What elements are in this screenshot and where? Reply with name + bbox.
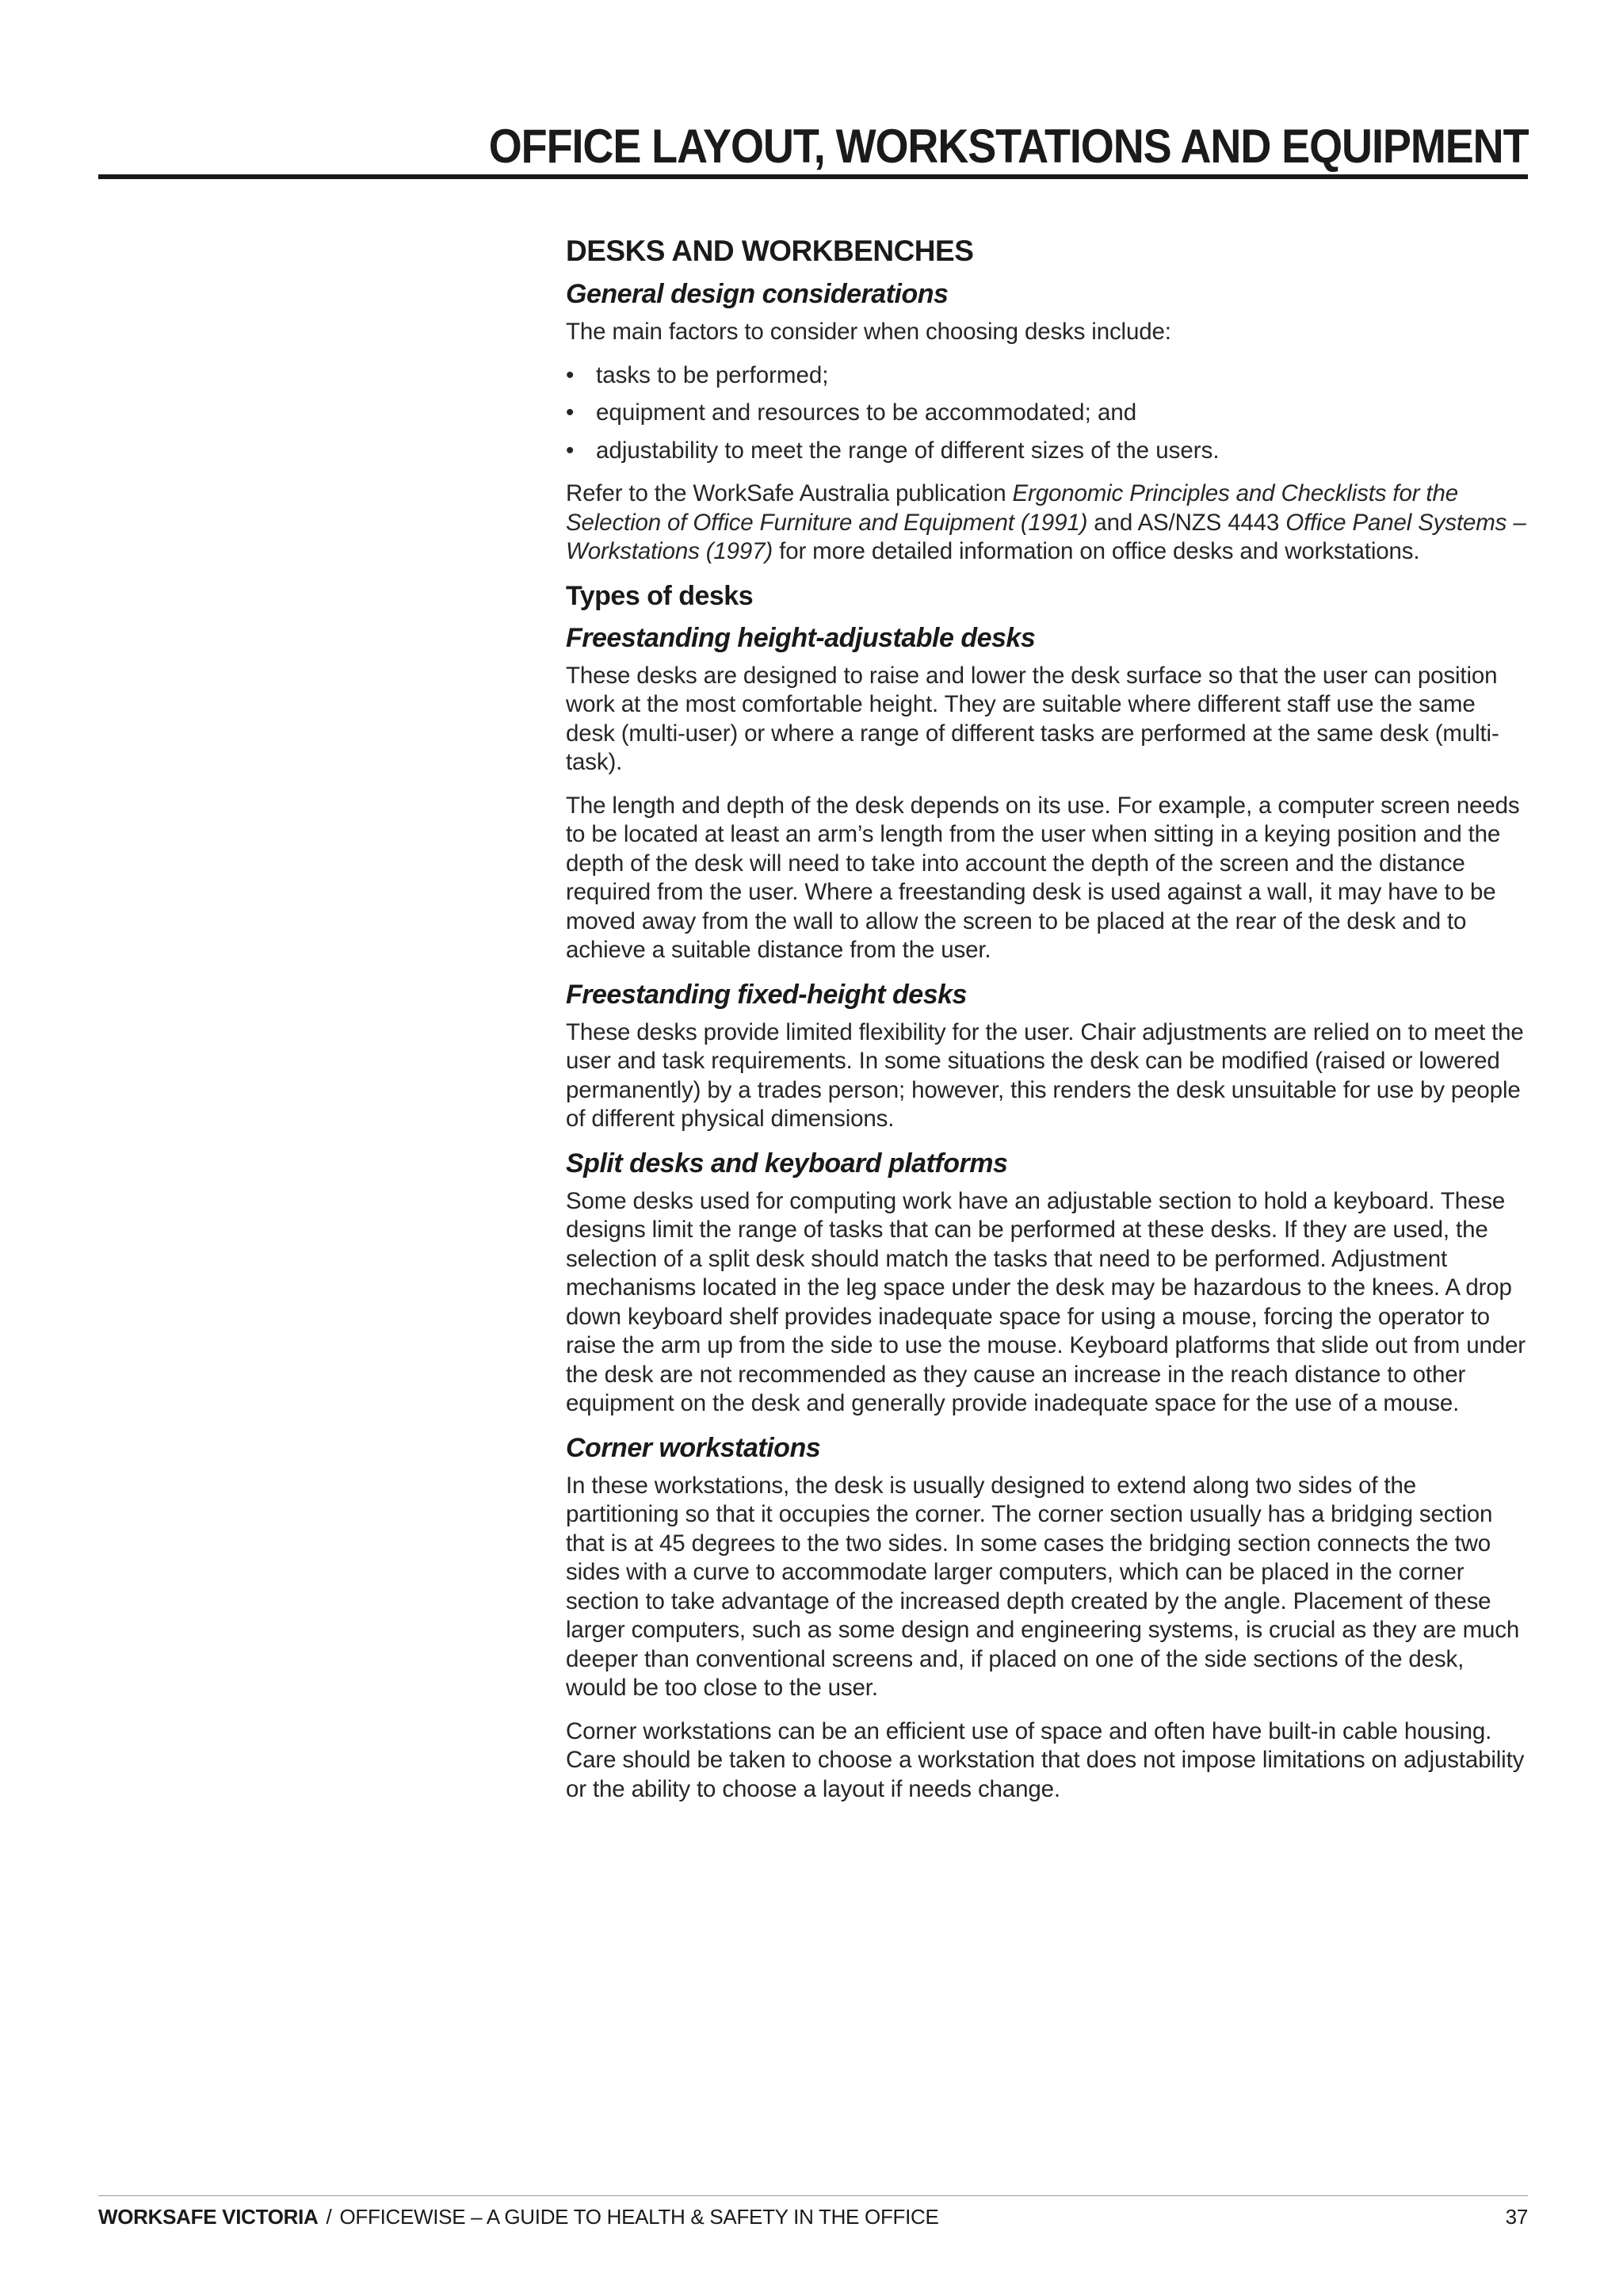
standard-title: Office Panel Systems – Workstations (1997)	[566, 509, 1526, 564]
subheading-fixed-height: Freestanding fixed-height desks	[566, 979, 967, 1010]
subheading-height-adjustable: Freestanding height-adjustable desks	[566, 622, 1036, 653]
section-heading: DESKS AND WORKBENCHES	[566, 235, 974, 267]
corner-paragraph-2: Corner workstations can be an efficient use of space and often have built-in cable housing. Care should be taken to choose a workstation that does not impose limitations on adjustability or the ability to choose a layout if needs change.	[566, 1717, 1525, 1802]
subheading-types-of-desks: Types of desks	[566, 580, 754, 611]
height-adjustable-paragraph-1: These desks are designed to raise and lower the desk surface so that the user can position work at the most comfortable height. They are suitable where different staff use the same desk (multi-user) or where a range of different tasks are performed at the same desk (multi-task).	[566, 662, 1499, 775]
reference-text: for more detailed information on office desks and workstations.	[773, 538, 1420, 564]
split-desks-paragraph: Some desks used for computing work have an adjustable section to hold a keyboard. These designs limit the range of tasks that can be performed at these desks. If they are used, the selection of a split desk should match the tasks that need to be performed. Adjustment mechanisms located in the leg space under the desk may be hazardous to the knees. A drop down keyboard shelf provides inadequate space for using a mouse, forcing the operator to raise the arm up from the side to use the mouse. Keyboard platforms that slide out from under the desk are not recommended as they cause an increase in the reach distance to other equipment on the desk and generally provide inadequate space for the use of a mouse.	[566, 1187, 1526, 1416]
general-intro-paragraph: The main factors to consider when choosing desks include:	[566, 319, 1171, 345]
height-adjustable-paragraph-2: The length and depth of the desk depends on its use. For example, a computer screen needs to be located at least an arm’s length from the user when sitting in a keying position and the depth of the desk will need to take into account the depth of the screen and the distance required from the user. Where a freestanding desk is used against a wall, it may have to be moved away from the wall to allow the screen to be placed at the rear of the desk and to achieve a suitable distance from the user.	[566, 792, 1520, 963]
publication-title: Ergonomic Principles and Checklists for the Selection of Office Furniture and Equipment (1991)	[566, 480, 1458, 536]
corner-paragraph-1: In these workstations, the desk is usually designed to extend along two sides of the partitioning so that it occupies the corner. The corner section usually has a bridging section that is at 45 degrees to the two sides. In some cases the bridging section connects the two sides with a curve to accommodate larger computers, which can be placed in the corner section to take advantage of the increased depth created by the angle. Placement of these larger computers, such as some design and engineering systems, is crucial as they are much deeper than conventional screens and, if placed on one of the side sections of the desk, would be too close to the user.	[566, 1472, 1520, 1701]
reference-paragraph	[566, 479, 1529, 567]
main-content	[566, 235, 1529, 1818]
footer-publication: OFFICEWISE – A GUIDE TO HEALTH & SAFETY IN THE OFFICE	[339, 2205, 939, 2229]
page-title: OFFICE LAYOUT, WORKSTATIONS AND EQUIPMENT	[488, 120, 1528, 173]
reference-text: and AS/NZS 4443	[1087, 509, 1286, 536]
subheading-split-desks: Split desks and keyboard platforms	[566, 1148, 1008, 1179]
footer-rule	[98, 2195, 1528, 2196]
factors-list	[566, 361, 1529, 466]
page-number: 37	[1505, 2205, 1528, 2229]
footer-separator: /	[326, 2205, 332, 2229]
list-item: • equipment and resources to be accommodated; and	[566, 399, 1529, 428]
subheading-general-design: General design considerations	[566, 279, 949, 309]
title-rule	[98, 174, 1528, 179]
subheading-corner-workstations: Corner workstations	[566, 1432, 821, 1463]
reference-text: Refer to the WorkSafe Australia publication	[566, 480, 1013, 506]
footer-org: WORKSAFE VICTORIA	[98, 2205, 319, 2229]
fixed-height-paragraph: These desks provide limited flexibility for the user. Chair adjustments are relied on to meet the user and task requirements. In some situations the desk can be modified (raised or lowered permanently) by a trades person; however, this renders the desk unsuitable for use by people of different physical dimensions.	[566, 1018, 1524, 1132]
list-item: • adjustability to meet the range of different sizes of the users.	[566, 437, 1529, 466]
page-footer	[98, 2205, 1528, 2229]
list-item: • tasks to be performed;	[566, 361, 1529, 391]
